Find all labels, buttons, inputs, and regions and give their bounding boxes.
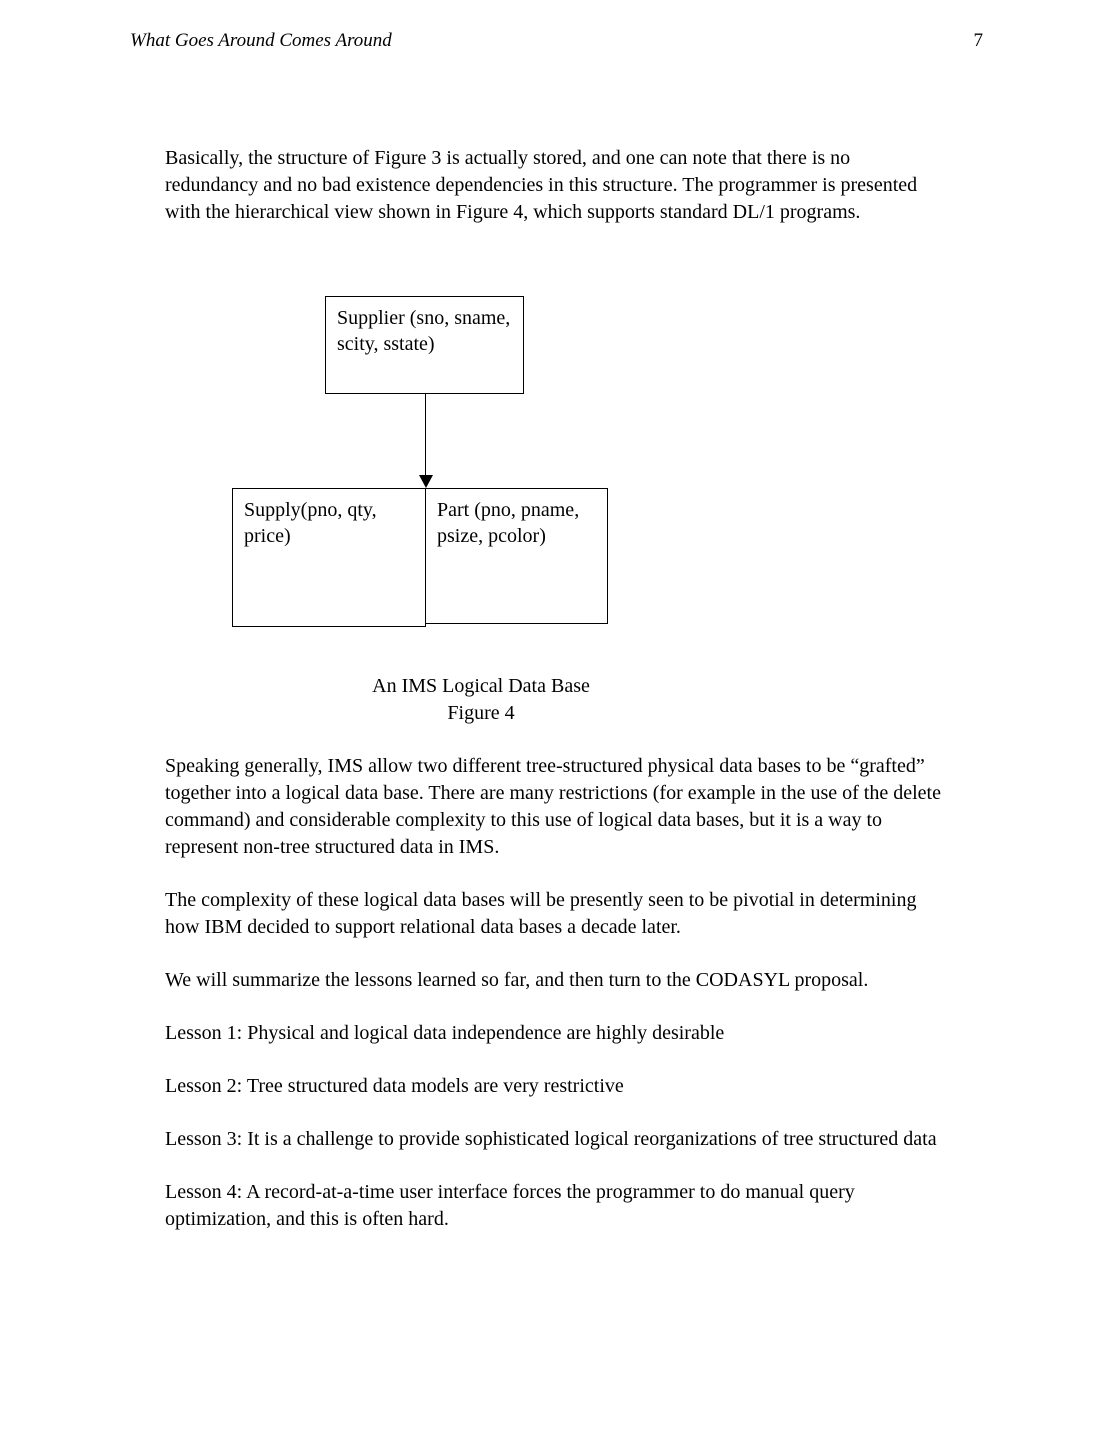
- paragraph-complexity: The complexity of these logical data bases will be presently seen to be pivotial in determining how IBM decided to support relational data bases a decade later.: [165, 889, 917, 938]
- page-number: 7: [973, 30, 983, 51]
- page-content: [165, 0, 947, 1233]
- figure-caption: [165, 673, 797, 727]
- part-box: Part (pno, pname, psize, pcolor): [425, 488, 608, 624]
- paragraph-speaking-generally: Speaking generally, IMS allow two different tree-structured physical data bases to be “grafted” together into a logical data base. There are many restrictions (for example in the use of the delete command) and considerable complexity to this use of logical data bases, but it is a way to represent non-tree structured data in IMS.: [165, 755, 941, 858]
- supplier-box: Supplier (sno, sname, scity, sstate): [325, 296, 524, 394]
- connector-line: [425, 394, 426, 476]
- paragraph-summarize: We will summarize the lessons learned so far, and then turn to the CODASYL proposal.: [165, 969, 869, 991]
- lesson-4: Lesson 4: A record-at-a-time user interface forces the programmer to do manual query optimization, and this is often hard.: [165, 1181, 855, 1230]
- figure-4-diagram: [165, 296, 947, 627]
- supply-box: Supply(pno, qty, price): [232, 488, 426, 627]
- lesson-2: Lesson 2: Tree structured data models are very restrictive: [165, 1075, 624, 1097]
- lesson-1: Lesson 1: Physical and logical data independence are highly desirable: [165, 1022, 725, 1044]
- paper-title: What Goes Around Comes Around: [130, 30, 392, 51]
- figure-caption-number: Figure 4: [447, 702, 515, 724]
- paragraph-intro: Basically, the structure of Figure 3 is actually stored, and one can note that there is no redundancy and no bad existence dependencies in this structure. The programmer is presented with the hierarchical view shown in Figure 4, which supports standard DL/1 programs.: [165, 147, 918, 223]
- figure-caption-title: An IMS Logical Data Base: [372, 675, 590, 697]
- lesson-3: Lesson 3: It is a challenge to provide sophisticated logical reorganizations of tree structured data: [165, 1128, 937, 1150]
- arrow-down-icon: [419, 475, 433, 488]
